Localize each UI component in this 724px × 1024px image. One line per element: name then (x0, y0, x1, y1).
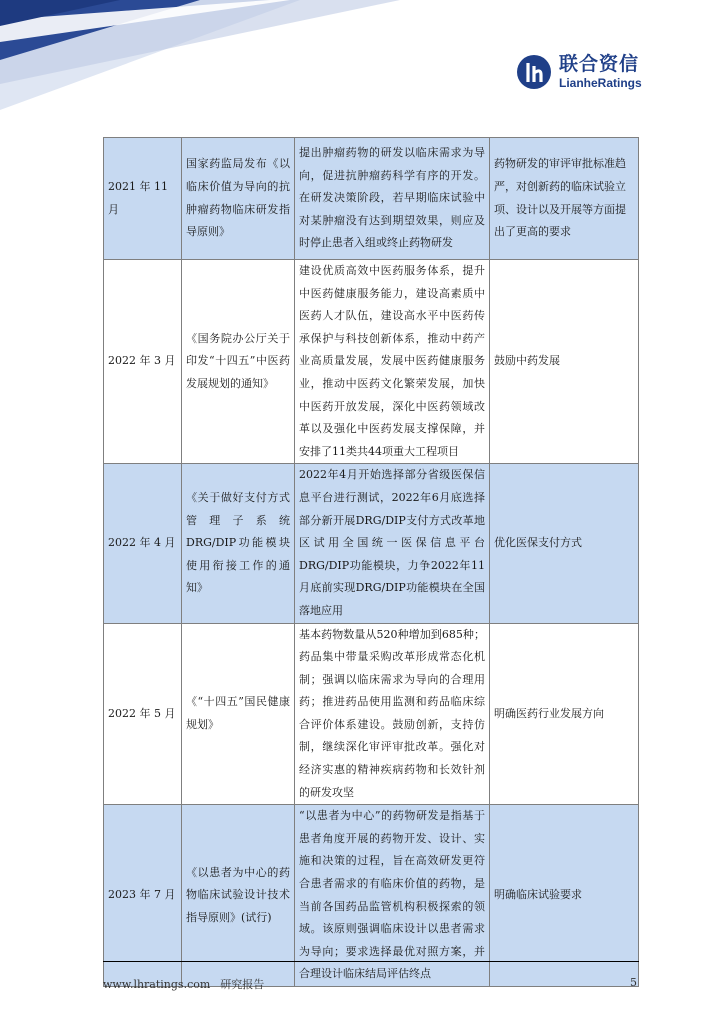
row-date: 2023 年 7 月 (104, 805, 182, 987)
row-impact: 明确医药行业发展方向 (490, 623, 639, 805)
row-document: 《以患者为中心的药物临床试验设计技术指导原则》(试行) (182, 805, 295, 987)
footer-divider (103, 961, 639, 962)
row-document: 《“十四五”国民健康规划》 (182, 623, 295, 805)
row-document: 《关于做好支付方式管理子系统DRG/DIP功能模块使用衔接工作的通知》 (182, 464, 295, 623)
row-date: 2022 年 3 月 (104, 260, 182, 464)
page-number: 5 (630, 976, 637, 989)
footer-left (103, 976, 264, 992)
row-content: 基本药物数量从520种增加到685种；药品集中带量采购改革形成常态化机制；强调以临床需求为导向的合理用药；推进药品使用监测和药品临床综合评价体系建设。鼓励创新，支持仿制，继续深化审评审批改革。强化对经济实惠的精神疾病药物和长效针剂的研发攻坚 (295, 623, 490, 805)
row-document: 《国务院办公厅关于印发“十四五”中医药发展规划的通知》 (182, 260, 295, 464)
row-content: 建设优质高效中医药服务体系，提升中医药健康服务能力，建设高素质中医药人才队伍，建设高水平中医药传承保护与科技创新体系，推动中药产业高质量发展，发展中医药健康服务业，推动中医药文化繁荣发展，加快中医药开放发展，深化中医药领域改革以及强化中医药发展支撑保障，并安排了11类共44项重大工程项目 (295, 260, 490, 464)
table-row (104, 623, 639, 805)
row-date: 2022 年 4 月 (104, 464, 182, 623)
row-impact: 明确临床试验要求 (490, 805, 639, 987)
footer-label: 研究报告 (220, 978, 265, 991)
footer-url[interactable]: www.lhratings.com (103, 978, 211, 991)
row-content: “以患者为中心”的药物研发是指基于患者角度开展的药物开发、设计、实施和决策的过程，旨在高效研发更符合患者需求的有临床价值的药物，是当前各国药品监管机构积极探索的领域。该原则强调临床设计以患者需求为导向；要求选择最优对照方案，并合理设计临床结局评估终点 (295, 805, 490, 987)
policy-table (103, 137, 639, 987)
row-document: 国家药监局发布《以临床价值为导向的抗肿瘤药物临床研发指导原则》 (182, 138, 295, 260)
logo-chinese-name: 联合资信 (559, 53, 640, 75)
table-row (104, 805, 639, 987)
row-date: 2022 年 5 月 (104, 623, 182, 805)
lianhe-logo-icon (516, 54, 552, 90)
table-row (104, 464, 639, 623)
row-impact: 优化医保支付方式 (490, 464, 639, 623)
row-date: 2021 年 11 月 (104, 138, 182, 260)
row-impact: 鼓励中药发展 (490, 260, 639, 464)
lianhe-logo (516, 54, 642, 90)
table-row (104, 138, 639, 260)
table-row (104, 260, 639, 464)
row-impact: 药物研发的审评审批标准趋严，对创新药的临床试验立项、设计以及开展等方面提出了更高的要求 (490, 138, 639, 260)
logo-english-name: LianheRatings (559, 76, 642, 90)
row-content: 2022年4月开始选择部分省级医保信息平台进行测试，2022年6月底选择部分新开展DRG/DIP支付方式改革地区试用全国统一医保信息平台DRG/DIP功能模块，力争2022年11月底前实现DRG/DIP功能模块在全国落地应用 (295, 464, 490, 623)
row-content: 提出肿瘤药物的研发以临床需求为导向，促进抗肿瘤药科学有序的开发。在研发决策阶段，若早期临床试验中对某肿瘤没有达到期望效果，则应及时停止患者入组或终止药物研发 (295, 138, 490, 260)
